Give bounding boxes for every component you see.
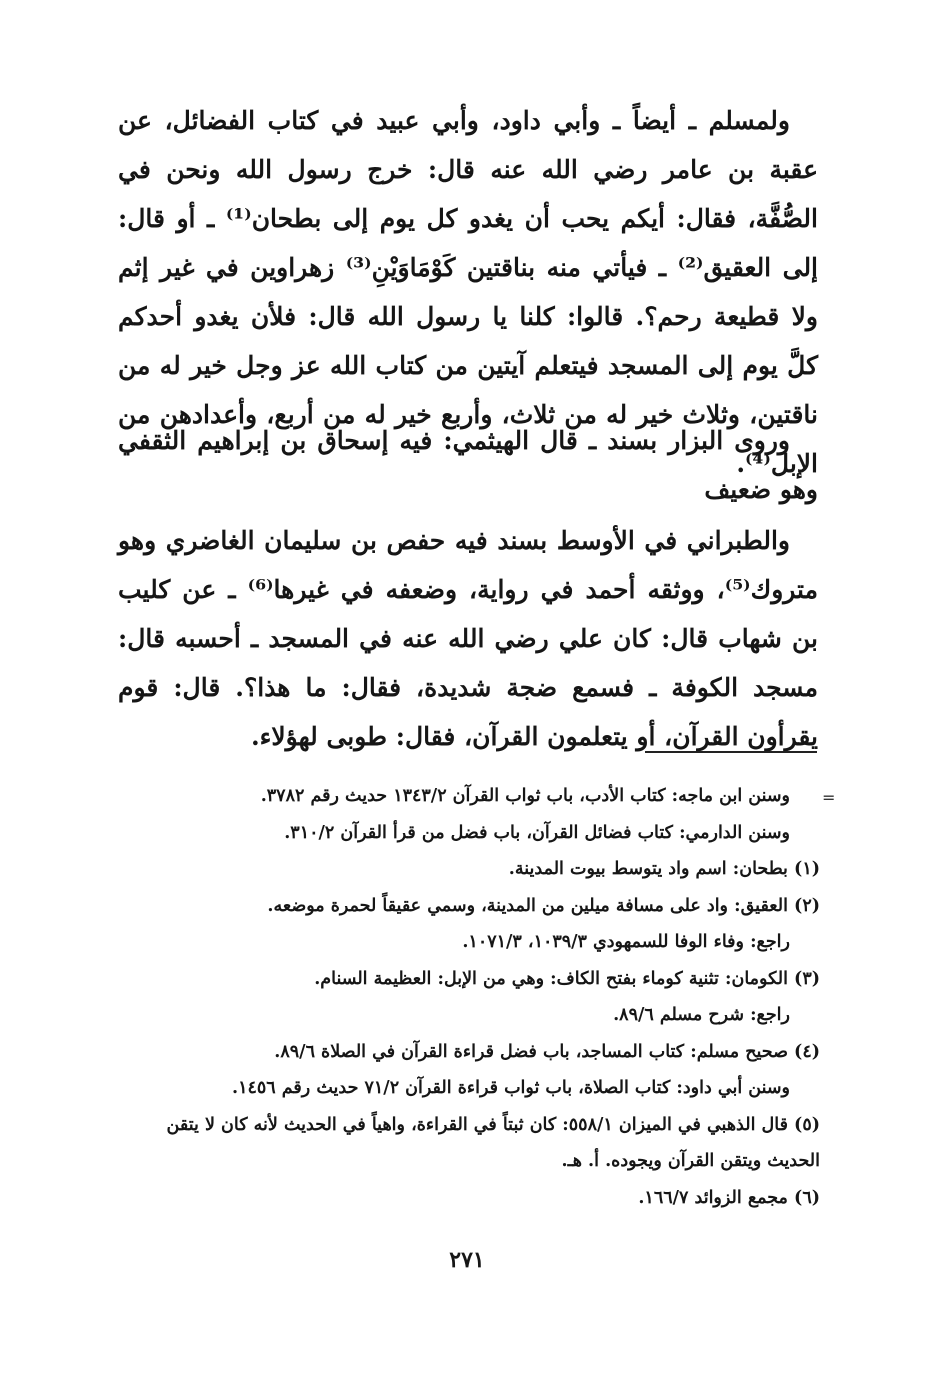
footnote-5: (٥) قال الذهبي في الميزان ٥٥٨/١: كان ثبتاً في القراءة، واهياً في الحديث لأنه كان لا يتقن الحديث ويتقن القرآن ويجوده. أ. هـ.: [166, 1114, 820, 1171]
footnote-6: (٦) مجمع الزوائد ١٦٦/٧.: [638, 1187, 820, 1208]
footnote-line: وسنن ابن ماجه: كتاب الأدب، باب ثواب القرآن ١٣٤٣/٢ حديث رقم ٣٧٨٢.: [260, 786, 790, 806]
footnote-4: (٤) صحيح مسلم: كتاب المساجد، باب فضل قراءة القرآن في الصلاة ٨٩/٦.: [274, 1041, 820, 1062]
paragraph-tabarani: والطبراني في الأوسط بسند فيه حفص بن سليمان الغاضري وهو متروك⁽⁵⁾، ووثقه أحمد في رواية، وضعفه في غيرها⁽⁶⁾ ـ عن كليب بن شهاب قال: كان علي رضي الله عنه في المسجد ـ أحسبه قال: مسجد الكوفة ـ فسمع ضجة شديدة، فقال: ما هذا؟. قال: قوم يقرأون القرآن، أو يتعلمون القرآن، فقال: طوبى لهؤلاء.: [118, 526, 818, 751]
paragraph-bazzar: وروى البزار بسند ـ قال الهيثمي: فيه إسحاق بن إبراهيم الثقفي وهو ضعيف: [118, 426, 818, 504]
footnote-1: (١) بطحان: اسم واد يتوسط بيوت المدينة.: [508, 859, 820, 879]
footnote-3-reference: راجع: شرح مسلم ٨٩/٦.: [613, 1005, 790, 1025]
footnote-2-reference: راجع: وفاء الوفا للسمهودي ١٠٣٩/٣، ١٠٧١/٣.: [462, 932, 790, 952]
page-number: ٢٧١: [449, 1247, 485, 1273]
footnote-line: وسنن الدارمي: كتاب فضائل القرآن، باب فضل من قرأ القرآن ٣١٠/٢.: [284, 822, 790, 843]
footnote-4-reference: وسنن أبي داود: كتاب الصلاة، باب ثواب قراءة القرآن ٧١/٢ حديث رقم ١٤٥٦.: [231, 1078, 790, 1098]
footnote-continuation-mark: =: [822, 788, 836, 807]
footnote-2: (٢) العقيق: واد على مسافة ميلين من المدينة، وسمي عقيقاً لحمرة موضعه.: [267, 895, 820, 916]
paragraph-hadith-uqba: ولمسلم ـ أيضاً ـ وأبي داود، وأبي عبيد في كتاب الفضائل، عن عقبة بن عامر رضي الله عنه قال: خرج رسول الله ونحن في الصُّفَّة، فقال: أيكم يحب أن يغدو كل يوم إلى بطحان⁽¹⁾ ـ أو قال: إلى العقيق⁽²⁾ ـ فيأتي منه بناقتين كَوْمَاوَيْنِ⁽³⁾ زهراوين في غير إثم ولا قطيعة رحم؟. قالوا: كلنا يا رسول الله قال: فلأن يغدو أحدكم كلَّ يوم إلى المسجد فيتعلم آيتين من كتاب الله عز وجل خير له من ناقتين، وثلاث خير له من ثلاث، وأربع خير له من أربع، وأعدادهن من الإبل⁽⁴⁾.: [118, 106, 819, 478]
footnote-divider: [645, 751, 817, 753]
footnote-3: (٣) الكومان: تثنية كوماء بفتح الكاف: وهي من الإبل: العظيمة السنام.: [314, 968, 820, 989]
footnotes-section: [118, 778, 820, 1216]
